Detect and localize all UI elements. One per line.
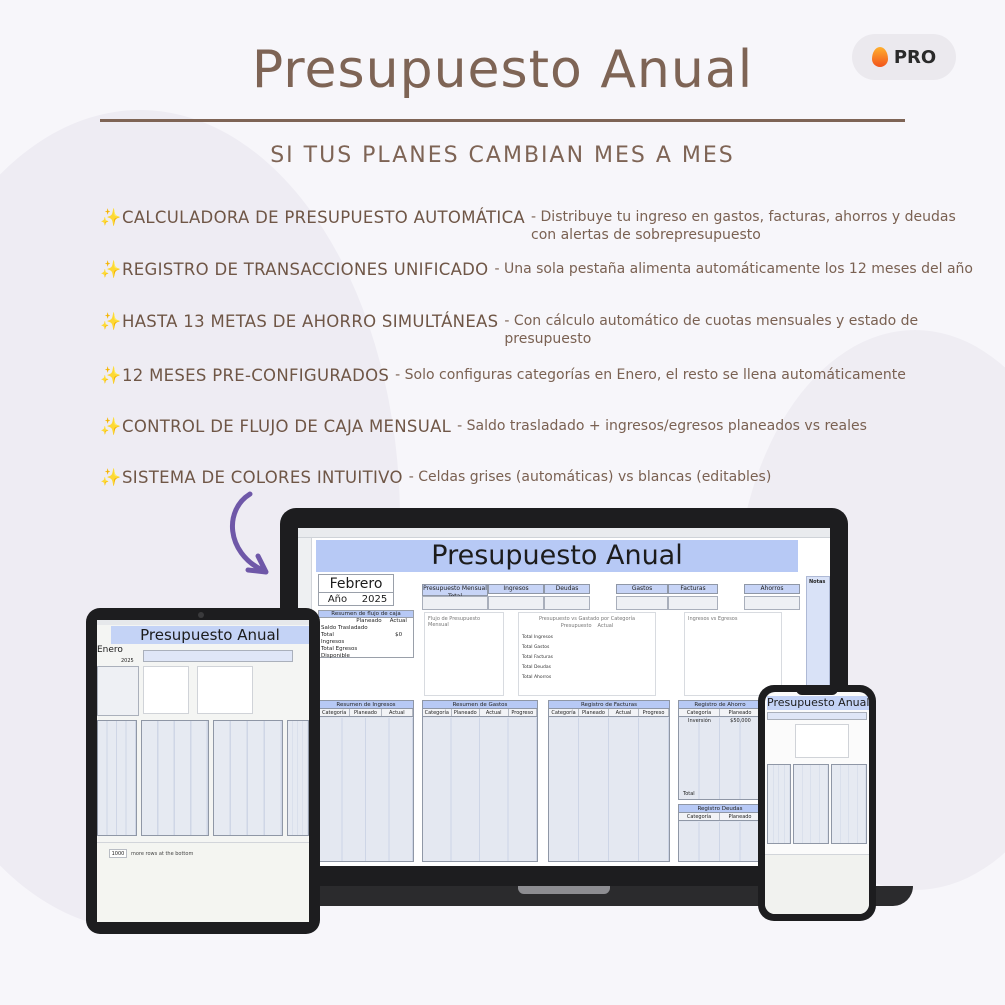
year-row (319, 593, 393, 606)
table-title: Resumen de Gastos (423, 701, 537, 709)
table-col: Categoría (319, 709, 350, 716)
bills-cell[interactable] (668, 596, 718, 610)
feature-item (100, 260, 980, 280)
sparkles-icon: ✨ (100, 260, 122, 280)
table-title: Resumen de Ingresos (319, 701, 413, 709)
feature-item (100, 312, 980, 348)
table-title: Registro Deudas (679, 805, 761, 813)
table-col: Progreso (639, 709, 669, 716)
sparkles-icon: ✨ (100, 312, 122, 332)
expenses-summary-table (422, 700, 538, 862)
title-divider (100, 119, 905, 122)
chart-title: Presupuesto vs Gastado por Categoría (538, 616, 636, 622)
cashflow-row: Disponible (321, 653, 350, 659)
header-budget-total: Presupuesto Mensual (422, 584, 488, 596)
debts-cell[interactable] (544, 596, 590, 610)
pro-badge (852, 34, 956, 80)
sparkles-icon: ✨ (100, 208, 122, 228)
header-income: Ingresos (488, 584, 544, 594)
chart-income-vs-expenses (684, 612, 782, 696)
sheet-footer (97, 842, 309, 922)
table-title: Registro de Facturas (549, 701, 669, 709)
pro-badge-label: PRO (893, 46, 937, 68)
page-title: Presupuesto Anual (251, 40, 754, 100)
debts-register-table (678, 804, 762, 862)
feature-name: SISTEMA DE COLORES INTUITIVO (122, 468, 403, 487)
feature-item (100, 417, 980, 437)
sparkles-icon: ✨ (100, 417, 122, 437)
feature-item (100, 468, 980, 488)
table-col: Actual (609, 709, 639, 716)
feature-item (100, 366, 980, 386)
chart-budget-vs-spent (518, 612, 656, 696)
table-col: Planeado (720, 709, 761, 716)
chart-row-label: Total Gastos (522, 645, 550, 650)
table-col: Planeado (579, 709, 609, 716)
table-col: Actual (480, 709, 509, 716)
sparkles-icon: ✨ (100, 366, 122, 386)
fire-icon (872, 47, 888, 67)
cashflow-title: Resumen de flujo de caja (319, 611, 413, 618)
header-bills: Facturas (668, 584, 718, 594)
chart-row-label: Total Facturas (522, 655, 553, 660)
expenses-cell[interactable] (616, 596, 668, 610)
table-col: Planeado (452, 709, 481, 716)
chart-title: Flujo de Presupuesto Mensual (428, 616, 481, 628)
table-body[interactable] (679, 822, 761, 861)
expenses-summary-table[interactable] (141, 720, 209, 836)
chart-row-label: Total Ahorros (522, 675, 552, 680)
table-body[interactable] (423, 718, 537, 861)
chart-title: Ingresos vs Egresos (688, 616, 738, 622)
feature-description: - Distribuye tu ingreso en gastos, facturas, ahorros y deudas con alertas de sobrepresupuesto (531, 209, 956, 243)
income-summary-table[interactable] (97, 720, 137, 836)
table-col: Categoría (423, 709, 452, 716)
table-body[interactable] (319, 718, 413, 861)
cashflow-summary (97, 666, 139, 716)
chart-row-label: Total Deudas (522, 665, 551, 670)
income-summary-table[interactable] (767, 764, 791, 844)
column-header-bar (298, 528, 830, 538)
table-col: Actual (382, 709, 413, 716)
cashflow-col-planned: Planeado (356, 618, 382, 624)
cashflow-value: $0 (395, 632, 403, 638)
top-headers (767, 712, 867, 720)
budget-total-cell[interactable] (422, 596, 488, 610)
month-name: Febrero (319, 575, 393, 593)
phone-screen (765, 692, 869, 914)
cashflow-row: Total Egresos (321, 646, 358, 652)
savings-register-table (678, 700, 762, 800)
curved-arrow-icon (222, 490, 282, 582)
sheet-title: Presupuesto Anual (316, 540, 798, 572)
month-name: Enero (97, 645, 123, 655)
page-subtitle: SI TUS PLANES CAMBIAN MES A MES (270, 143, 735, 168)
tablet-screen (97, 620, 309, 922)
feature-description: - Celdas grises (automáticas) vs blancas (editables) (408, 469, 772, 485)
cashflow-summary (318, 610, 414, 658)
table-col: Planeado (350, 709, 381, 716)
table-col: Categoría (679, 709, 720, 716)
header-debts: Deudas (544, 584, 590, 594)
table-body[interactable] (679, 718, 761, 799)
feature-description: - Con cálculo automático de cuotas mensuales y estado de presupuesto (504, 313, 919, 347)
savings-register-table[interactable] (287, 720, 309, 836)
feature-name: REGISTRO DE TRANSACCIONES UNIFICADO (122, 260, 489, 279)
cashflow-row: Saldo Trasladado (321, 625, 368, 631)
chart-budget-vs-spent (197, 666, 253, 714)
year-value[interactable]: 2025 (361, 594, 388, 605)
feature-item (100, 208, 980, 244)
feature-name: HASTA 13 METAS DE AHORRO SIMULTÁNEAS (122, 312, 499, 331)
rows-count-input[interactable]: 1000 (109, 849, 127, 858)
table-body[interactable] (549, 718, 669, 861)
chart-monthly-flow (424, 612, 504, 696)
header-savings: Ahorros (744, 584, 800, 594)
savings-total-label: Total (683, 791, 695, 797)
header-expenses: Gastos (616, 584, 668, 594)
cashflow-col-actual: Actual (389, 618, 407, 624)
sheet-footer (765, 854, 869, 914)
feature-description: - Saldo trasladado + ingresos/egresos planeados vs reales (457, 418, 867, 434)
bills-register-table[interactable] (831, 764, 867, 844)
bills-register-table[interactable] (213, 720, 283, 836)
laptop-screen (298, 528, 830, 866)
laptop-hinge (518, 886, 610, 894)
sparkles-icon: ✨ (100, 468, 122, 488)
income-cell[interactable] (488, 596, 544, 610)
feature-description: - Solo configuras categorías en Enero, el resto se llena automáticamente (395, 367, 906, 383)
income-summary-table (318, 700, 414, 862)
feature-description: - Una sola pestaña alimenta automáticamente los 12 meses del año (494, 261, 973, 277)
cashflow-row: Total Ingresos (321, 632, 345, 645)
chart-monthly-flow (143, 666, 189, 714)
expenses-summary-table[interactable] (793, 764, 829, 844)
sheet-title: Presupuesto Anual (767, 696, 869, 709)
chart-budget-vs-spent (795, 724, 849, 758)
year-value[interactable]: 2025 (121, 658, 134, 664)
notes-title: Notas (809, 579, 826, 585)
table-col: Progreso (509, 709, 538, 716)
table-title: Registro de Ahorro (679, 701, 761, 709)
feature-name: CONTROL DE FLUJO DE CAJA MENSUAL (122, 417, 452, 436)
year-label: Año (327, 594, 348, 605)
savings-goal-value: $50,000 (730, 718, 751, 724)
month-selector[interactable] (318, 574, 394, 606)
chart-row-label: Total Ingresos (522, 635, 553, 640)
savings-goal-name: Inversión (688, 718, 711, 724)
sheet-title: Presupuesto Anual (111, 626, 309, 644)
feature-name: 12 MESES PRE-CONFIGURADOS (122, 366, 390, 385)
table-col: Categoría (679, 813, 720, 820)
top-headers (143, 650, 293, 662)
table-col: Planeado (720, 813, 761, 820)
legend-actual: Actual (597, 623, 614, 629)
feature-name: CALCULADORA DE PRESUPUESTO AUTOMÁTICA (122, 208, 526, 227)
phone-notch (796, 688, 838, 695)
savings-cell[interactable] (744, 596, 800, 610)
table-col: Categoría (549, 709, 579, 716)
legend-budget: Presupuesto (560, 623, 592, 629)
rows-label: more rows at the bottom (131, 851, 194, 857)
camera-icon (198, 612, 204, 618)
bills-register-table (548, 700, 670, 862)
